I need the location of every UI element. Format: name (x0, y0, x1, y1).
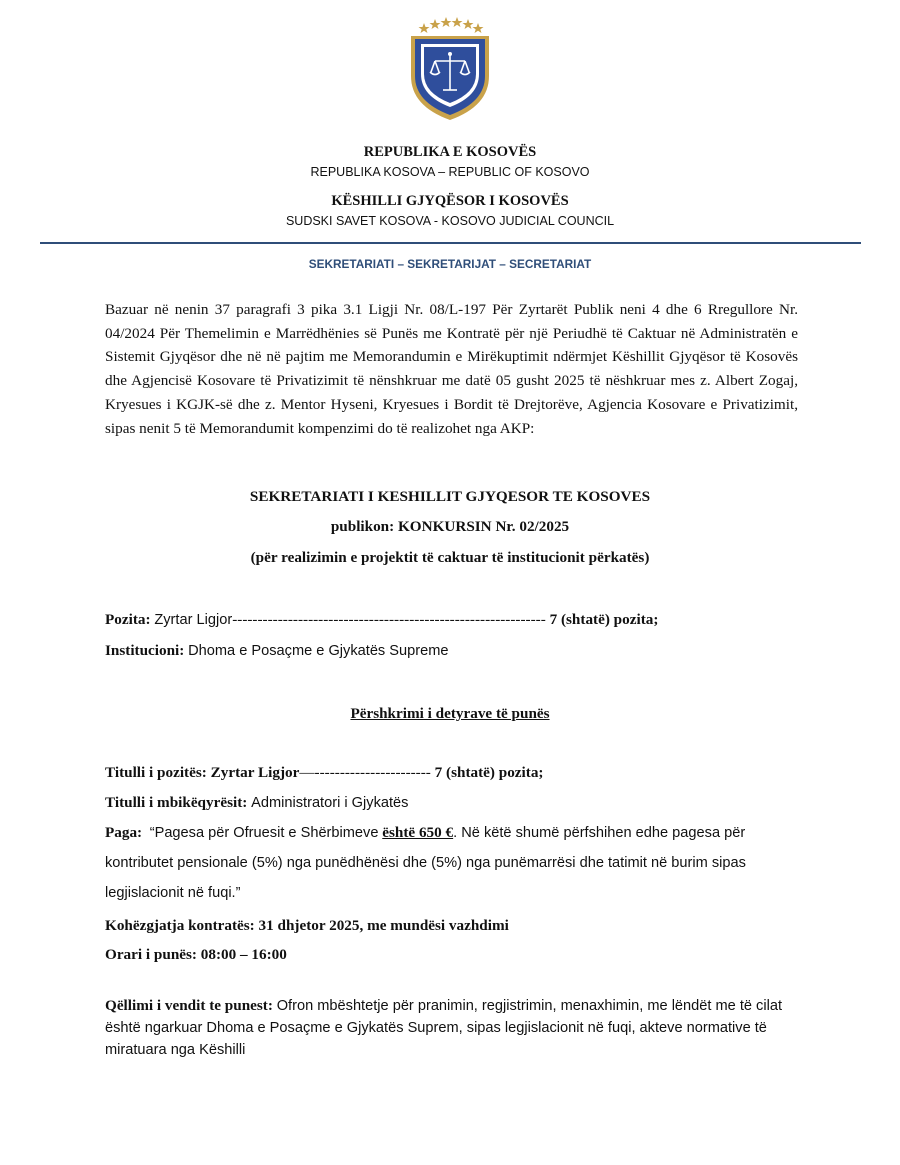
institution-value: Dhoma e Posaçme e Gjykatës Supreme (188, 643, 449, 659)
announcement-subtitle: publikon: KONKURSIN Nr. 02/2025 (330, 518, 570, 535)
council-title: KËSHILLI GJYQËSOR I KOSOVËS (331, 193, 569, 209)
pay-label: Paga: (105, 824, 143, 841)
header-divider (40, 242, 861, 244)
judicial-council-emblem-icon (405, 14, 495, 124)
position-value: Zyrtar Ligjor (154, 612, 233, 628)
work-hours: Orari i punës: 08:00 – 16:00 (105, 946, 287, 963)
job-title-line (105, 764, 825, 782)
position-count: 7 (shtatë) pozita; (549, 611, 659, 628)
job-title-count: 7 (shtatë) pozita; (434, 764, 544, 781)
duties-heading: Përshkrimi i detyrave të punës (350, 705, 550, 722)
position-line (105, 611, 825, 629)
council-subtitle: SUDSKI SAVET KOSOVA - KOSOVO JUDICIAL COUNCIL (285, 214, 615, 228)
contract-duration: Kohëzgjatja kontratës: 31 dhjetor 2025, me mundësi vazhdimi (105, 917, 509, 934)
job-title-dashes: —----------------------- (299, 764, 431, 781)
republic-subtitle: REPUBLIKA KOSOVA – REPUBLIC OF KOSOVO (310, 165, 590, 179)
purpose-label: Qëllimi i vendit te punest: (105, 997, 273, 1014)
supervisor-label: Titulli i mbikëqyrësit: (105, 794, 248, 811)
intro-paragraph: Bazuar në nenin 37 paragrafi 3 pika 3.1 Ligji Nr. 08/L-197 Për Zyrtarët Publik neni 4 dhe 6 Rregullore Nr. 04/2024 Për Themelimin e Marrëdhënies së Punës me Kontratë për një Periudhë të Caktuar në Administratën e Sistemit Gjyqësor dhe në në pajtim me Memorandumin e Mirëkuptimit ndërmjet Këshillit Gjyqësor të Kosovës dhe Agjencisë Kosovare të Privatizimit të nënshkruar me datë 05 gusht 2025 të nëshkruar mes z. Albert Zogaj, Kryesues i KGJK-së dhe z. Mentor Hyseni, Kryesues i Bordit të Drejtorëve, Agjencia Kosovare e Privatizimit, sipas nenit 5 të Memorandumit kompenzimi do të realizohet nga AKP: (105, 301, 798, 437)
purpose-paragraph (105, 995, 803, 1061)
duties-heading-wrap (0, 705, 900, 723)
job-title-label: Titulli i pozitës: Zyrtar Ligjor (105, 764, 300, 781)
pay-text-1: “Pagesa për Ofruesit e Shërbimeve (149, 825, 379, 841)
secretariat-label: SEKRETARIATI – SEKRETARIJAT – SECRETARIAT (308, 257, 592, 271)
republic-title: REPUBLIKA E KOSOVËS (363, 144, 537, 160)
pay-text-2: . Në këtë shumë përfshihen edhe pagesa për kontributet pensionale (5%) nga punëdhënësi dhe (5%) nga punëmarrësi dhe tatimit në burim sipas legjislacionit në fuqi.” (105, 825, 746, 901)
position-label: Pozita: (105, 611, 151, 628)
supervisor-value: Administratori i Gjykatës (251, 795, 409, 811)
institution-line (105, 642, 825, 660)
announcement-note: (për realizimin e projektit të caktuar të institucionit përkatës) (250, 549, 650, 566)
announcement-title: SEKRETARIATI I KESHILLIT GJYQESOR TE KOSOVES (249, 488, 651, 505)
pay-amount: është 650 € (382, 824, 454, 841)
supervisor-line (105, 794, 825, 812)
purpose-text: Ofron mbështetje për pranimin, regjistrimin, menaxhimin, me lëndët me të cilat është ngarkuar Dhoma e Posaçme e Gjykatës Suprem, sipas legjislacionit në fuqi, akteve normative të miratuara nga Këshilli (105, 998, 783, 1058)
position-dashes: -------------------------------------------------------------- (232, 611, 546, 628)
institution-label: Institucioni: (105, 642, 185, 659)
pay-paragraph (105, 818, 803, 908)
